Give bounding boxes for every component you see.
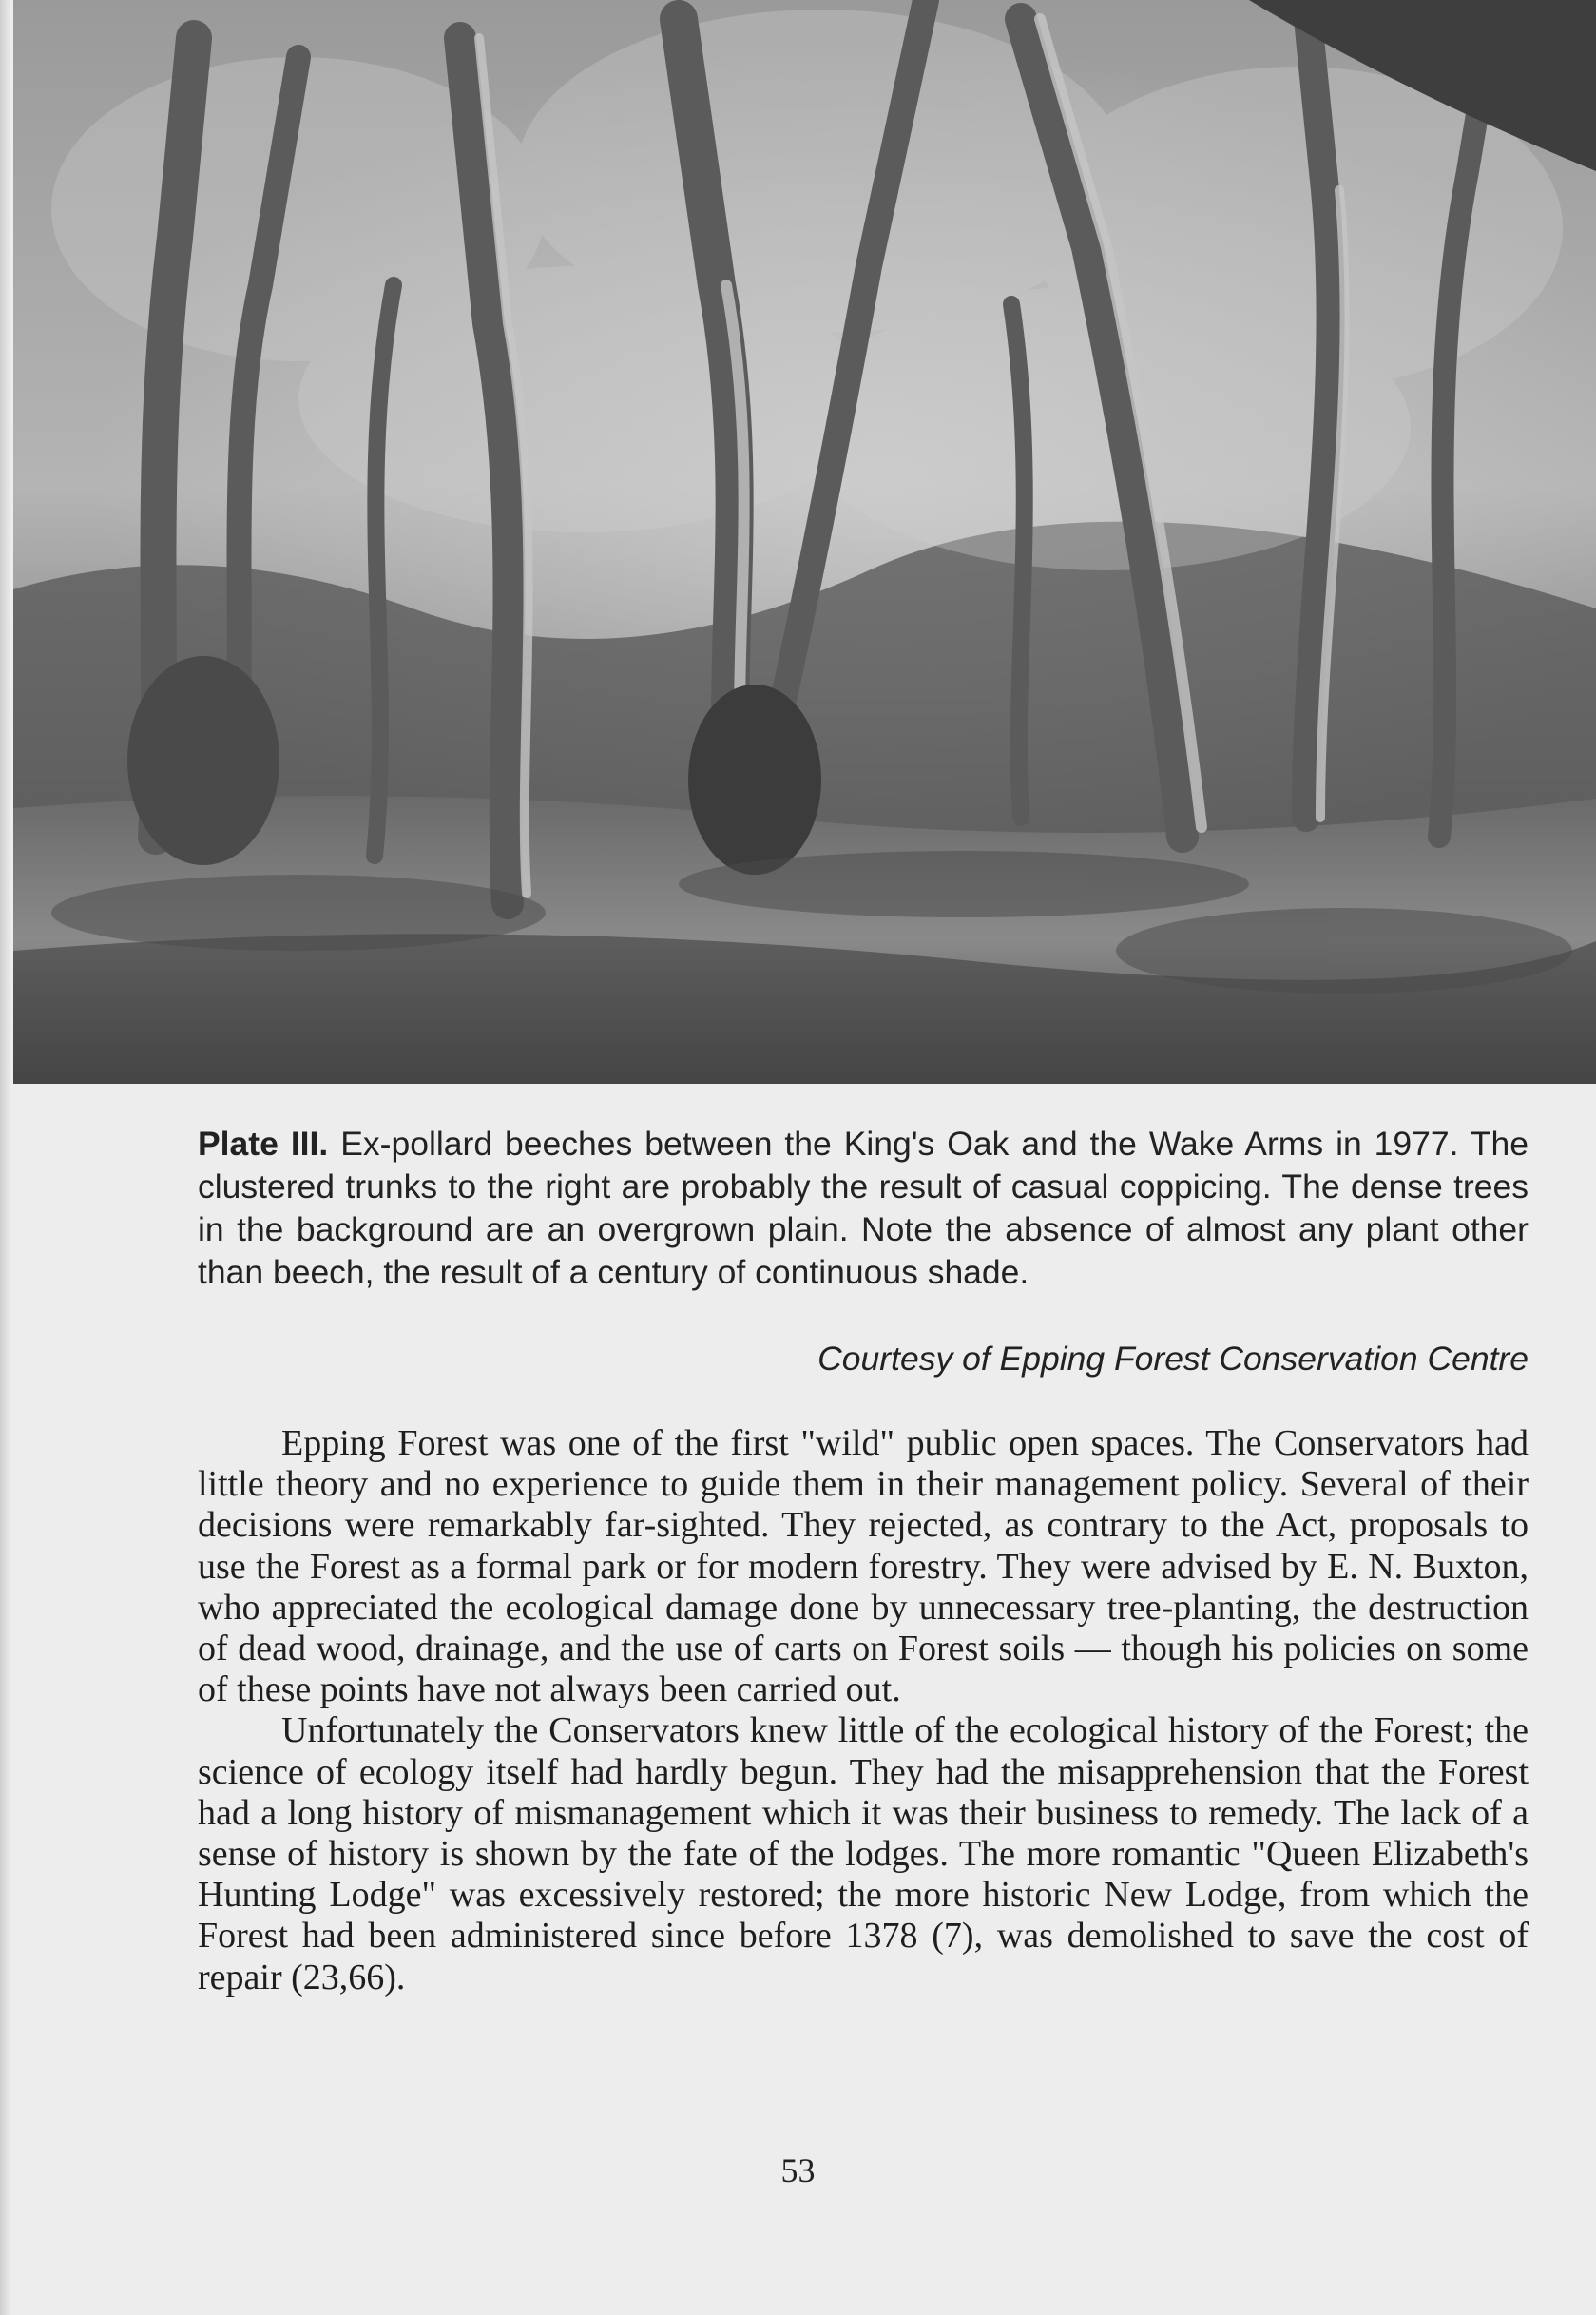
photo-credit: Courtesy of Epping Forest Conservation Centre xyxy=(817,1340,1529,1378)
page-edge-shadow xyxy=(0,0,11,2315)
plate-label: Plate III. xyxy=(198,1125,329,1163)
plate-caption-text: Ex-pollard beeches between the King's Oak and the Wake Arms in 1977. The clustered trunks to the right are probably the result of casual coppicing. The dense trees in the background are an overgrown plain. Note the absence of almost any plant other than beech, the result of a century of continuous shade. xyxy=(198,1125,1529,1291)
paragraph: Unfortunately the Conservators knew little of the ecological history of the Forest; the science of ecology itself had hardly begun. They had the misapprehension that the Forest had a long history of mismanagement which it was their business to remedy. The lack of a sense of history is shown by the fate of the lodges. The more romantic "Queen Elizabeth's Hunting Lodge" was excessively restored; the more historic New Lodge, from which the Forest had been administered since before 1378 (7), was demolished to save the cost of repair (23,66). xyxy=(198,1710,1529,1997)
plate-photograph xyxy=(13,0,1596,1084)
paragraph: Epping Forest was one of the first "wild" public open spaces. The Conservators had little theory and no experience to guide them in their management policy. Several of their decisions were remarkably far-sighted. They rejected, as contrary to the Act, proposals to use the Forest as a formal park or for modern forestry. They were advised by E. N. Buxton, who appreciated the ecological damage done by unnecessary tree-planting, the destruction of dead wood, drainage, and the use of carts on Forest soils — though his policies on some of these points have not always been carried out. xyxy=(198,1423,1529,1710)
plate-caption xyxy=(198,1123,1529,1294)
page-number: 53 xyxy=(780,2151,816,2190)
body-text xyxy=(198,1423,1529,1998)
